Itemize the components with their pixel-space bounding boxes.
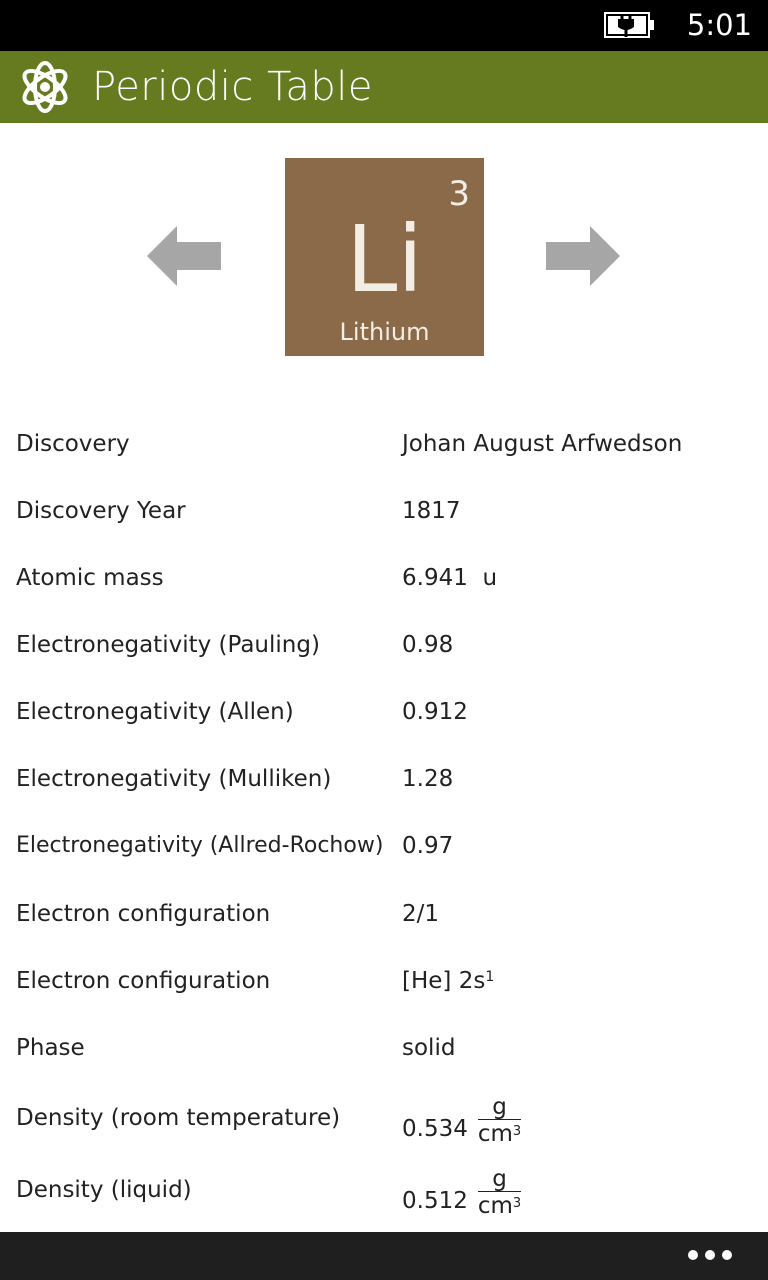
property-label: Atomic mass — [16, 565, 164, 591]
property-label: Electron configuration — [16, 901, 271, 927]
property-row-discovery — [0, 413, 768, 473]
status-bar — [0, 0, 768, 51]
property-row-phase — [0, 1017, 768, 1077]
property-row-en-pauling — [0, 614, 768, 674]
property-value: 2/1 — [402, 901, 440, 927]
app-bar — [0, 51, 768, 123]
property-value: 1.28 — [402, 766, 454, 792]
battery-charging-icon — [604, 11, 656, 39]
arrow-left-icon[interactable] — [147, 226, 221, 286]
property-row-en-mulliken — [0, 748, 768, 808]
atom-icon — [18, 60, 72, 114]
unit-denominator — [478, 1192, 521, 1220]
property-row-electron-configuration — [0, 950, 768, 1010]
unit-numerator: g — [478, 1095, 521, 1120]
more-icon[interactable] — [688, 1250, 732, 1262]
unit-denominator-text: cm — [477, 1121, 513, 1147]
clock: 5:01 — [686, 8, 752, 42]
property-value — [402, 966, 494, 996]
property-value: solid — [402, 1035, 456, 1061]
property-row-en-allred-rochow — [0, 815, 768, 875]
property-label: Discovery Year — [16, 498, 186, 524]
element-tile — [285, 158, 484, 356]
property-label: Discovery — [16, 431, 130, 457]
density-value: 0.512 — [402, 1188, 468, 1214]
density-value: 0.534 — [402, 1116, 468, 1142]
property-value: Johan August Arfwedson — [402, 431, 683, 457]
property-row-electron-shells — [0, 883, 768, 943]
unit-denominator — [478, 1120, 521, 1148]
property-label: Electronegativity (Allen) — [16, 699, 294, 725]
property-value — [402, 1094, 522, 1156]
element-name: Lithium — [339, 318, 430, 346]
property-label: Density (room temperature) — [16, 1105, 341, 1131]
property-value: 1817 — [402, 498, 461, 524]
more-dot — [688, 1250, 698, 1260]
density-unit — [478, 1167, 521, 1220]
property-row-atomic-mass — [0, 547, 768, 607]
more-dot — [705, 1250, 715, 1260]
more-dot — [722, 1250, 732, 1260]
unit-denominator-exponent: 3 — [512, 1196, 522, 1211]
application-bar — [0, 1232, 768, 1280]
unit-numerator: g — [478, 1167, 521, 1192]
property-row-density-liquid — [0, 1159, 768, 1219]
property-value: 0.98 — [402, 632, 454, 658]
property-label: Phase — [16, 1035, 85, 1061]
property-row-density-room — [0, 1087, 768, 1147]
atomic-number: 3 — [448, 174, 470, 214]
element-symbol: Li — [346, 206, 423, 313]
configuration-superscript: 1 — [485, 969, 495, 985]
property-row-discovery-year — [0, 480, 768, 540]
property-label: Density (liquid) — [16, 1177, 192, 1203]
property-value: 6.941 u — [402, 565, 498, 591]
configuration-text: [He] 2s — [402, 968, 486, 994]
property-label: Electronegativity (Pauling) — [16, 632, 320, 658]
app-title: Periodic Table — [92, 64, 373, 110]
property-value — [402, 1166, 522, 1228]
property-label: Electron configuration — [16, 968, 271, 994]
property-label: Electronegativity (Mulliken) — [16, 766, 332, 792]
property-value: 0.912 — [402, 699, 468, 725]
unit-denominator-exponent: 3 — [512, 1124, 522, 1139]
property-label: Electronegativity (Allred-Rochow) — [16, 833, 384, 858]
property-row-en-allen — [0, 681, 768, 741]
arrow-right-icon[interactable] — [546, 226, 620, 286]
density-unit — [478, 1095, 521, 1148]
unit-denominator-text: cm — [477, 1193, 513, 1219]
property-value: 0.97 — [402, 833, 454, 859]
